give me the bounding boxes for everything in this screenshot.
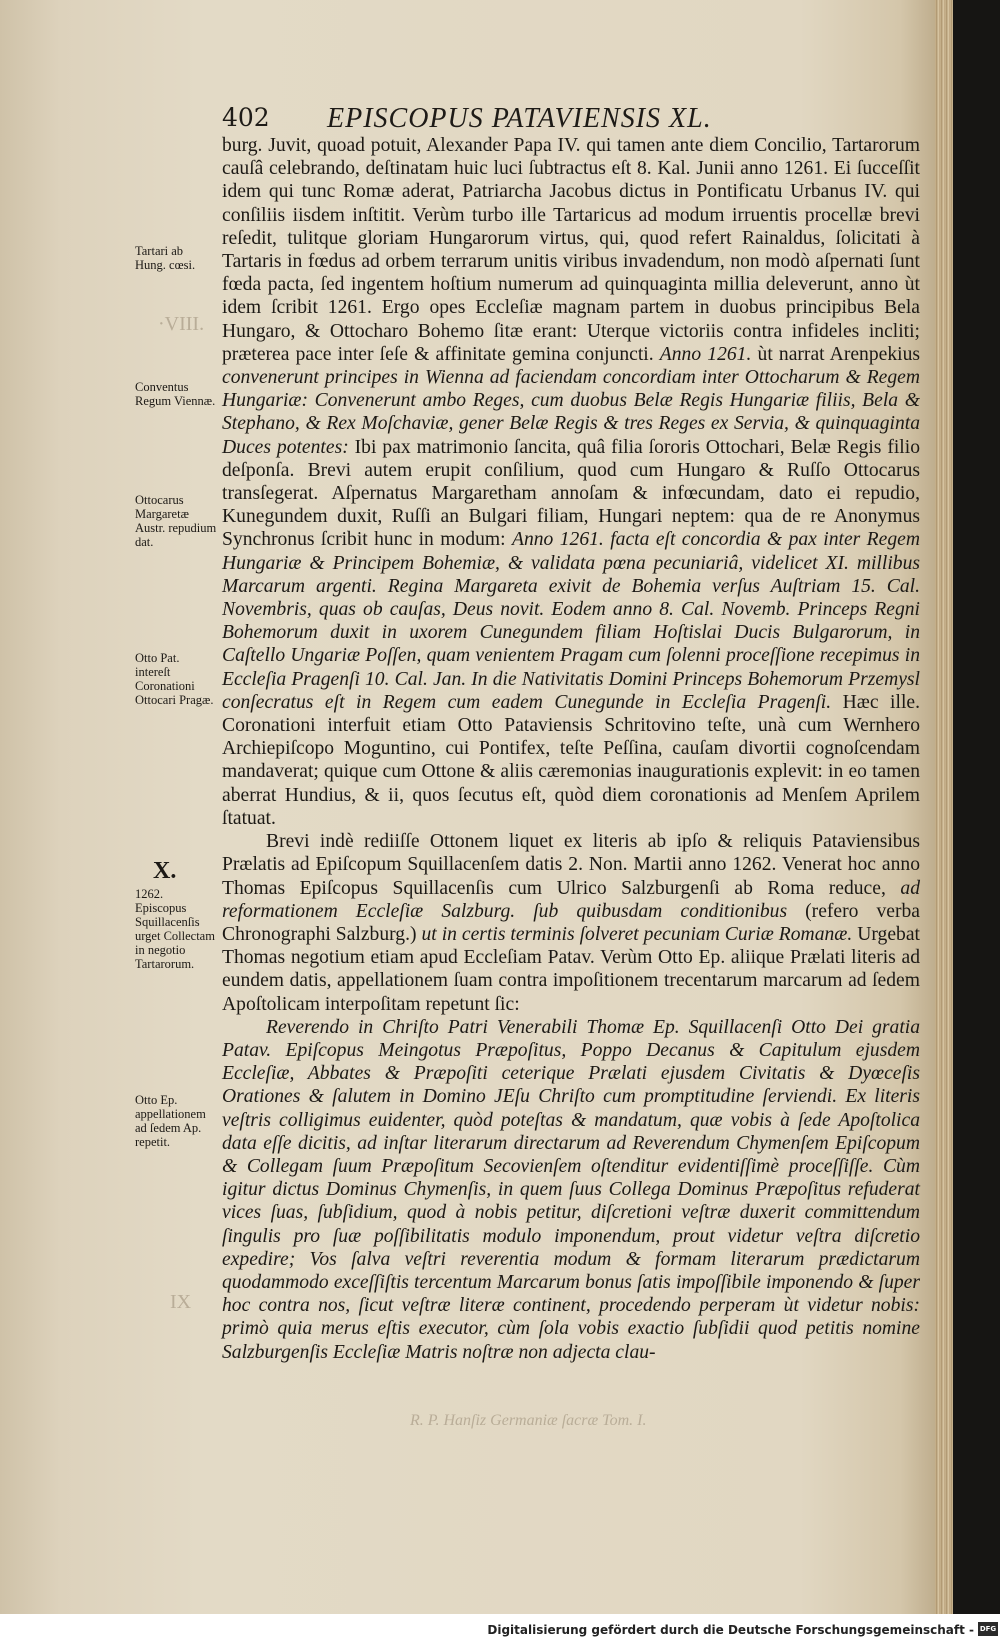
bleed-through-mark: R. P. Hanſiz Germaniæ ſacræ Tom. I. [410,1412,647,1429]
paragraph [222,134,920,830]
page-edges [935,0,953,1614]
text-run: Hæc ille. Coronationi interfuit etiam Otto Pataviensis Schritovino teſte, unà cum Wernhero Archiepiſcopo Moguntino, cui Pontifex, teſte Peſſina, cauſam divortii cognoſcendam mandaverat; quique cum Ottone & aliis cæremonias inaugurationis explevit: in eo tamen aberrat Hundius, & ii, quos ſecutus eſt, quòd diem coronationis ad Menſem Aprilem ſtatuat. [222,691,920,829]
margin-note-appellation: Otto Ep. appellationem ad ſedem Ap. repetit. [135,1093,206,1149]
margin-note-tartari: Tartari ab Hung. cœsi. [135,244,196,272]
section-number: X. [153,858,177,884]
text-run: Ibi pax matrimonio ſancita, quâ filia ſororis Ottochari, Belæ Regis filio deſponſa. Brevi autem erupit conſilium, quod cum Hungaro & Ruſſo Ottocarus transſegerat. Aſpernatus Margaretham annoſam & infœcundam, dato ei repudio, Kunegundem duxit, Ruſſi an Bulgari filiam, Hungari neptem: qua de re Anonymus Synchronus ſcribit hunc in modum: [222,436,920,551]
footer-note: Digitalisierung gefördert durch die Deutsche Forschungsgemeinschaft - [487,1623,974,1637]
italic-run: Reverendo in Chriſto Patri Venerabili Thomæ Ep. Squillacenſi Otto Dei gratia Patav. Epiſcopus Meingotus Præpoſitus, Poppo Decanus & Capitulum ejusdem Eccleſiæ, Abbates & Præpoſiti ceterique Prælati ejusdem Civitatis & Dyœceſis Orationes & ſalutem in Domino JEſu Chriſto cum promptitudine ſerviendi. Ex literis veſtris colligimus euidenter, quòd poteſtas & mandatum, quæ vobis à ſede Apoſtolica data eſſe dicitis, ad inſtar literarum directarum ad Reverendum Chymenſem Epiſcopum & Collegam ſuum Præpoſitum Secovienſem oſtenditur evidentiſſimè proceſſiſſe. Cùm igitur dictus Dominus Chymenſis, in quem ſuus Collega Dominus Præpoſitus refuderat vices ſuas, ſubſidium, quod à nobis petitur, diſcretioni veſtræ duxerit committendum ſingulis pro ſuæ poſſibilitatis modulo imponendum, prout videtur veſtra diſcretio expedire; Vos ſalva veſtri reverentia modum & formam literarum prædictarum quodammodo exceſſiſtis tercentum Marcarum bonus ſatis impoſſibile imponendo & ſuper hoc contra nos, ſicut veſtræ literæ continent, procedendo perperam ùt videtur nobis: primò quia merus eſtis executor, cùm ſola vobis exactio ſubſidii quod petitis nomine Salzburgenſis Eccleſiæ Matris noſtræ non adjecta clau- [222,1016,920,1363]
running-title: EPISCOPUS PATAVIENSIS XL. [327,103,712,134]
text-run: ùt narrat Arenpekius [757,343,920,365]
dfg-logo: DFG [978,1622,998,1636]
text-run: (refero verba Chronographi Salzburg.) [222,900,921,945]
italic-run: Anno 1261. facta eſt concordia & pax inter Regem Hungariæ & Principem Bohemiæ, & validata pœna pecuniariâ, videlicet XI. millibus Marcarum argenti. Regina Margareta exivit de Bohemia verſus Auſtriam 15. Cal. Novembris, quas ob cauſas, Deus novit. Eodem anno 8. Cal. Novemb. Princeps Regni Bohemorum duxit in uxorem Cunegundem filiam Hoſtislai Ducis Bulgarorum, in Caſtello Ungariæ Poſſen, quam venientem Pragam cum ſolenni proceſſione recepimus in Eccleſia Pragenſi 10. Cal. Jan. In die Nativitatis Domini Princeps Bohemorum Przemysl conſecratus eſt in Regem cum eadem Cunegunde in Eccleſia Pragenſi. [222,529,920,713]
margin-note-otto-coronation: Otto Pat. intereſt Coronationi Ottocari Pragæ. [135,651,214,707]
margin-note-ottocarus: Ottocarus Margaretæ Austr. repudium dat. [135,493,217,549]
italic-run: ut in certis terminis ſolveret pecuniam Curiæ Romanæ. [421,923,853,945]
bleed-through-mark: IX [170,1291,192,1313]
italic-run: Anno 1261. [659,343,752,365]
italic-run: ad reformationem Eccleſiæ Salzburg. ſub quibusdam conditionibus [222,877,920,922]
italic-run: convenerunt principes in Wienna ad faciendam concordiam inter Ottocharum & Regem Hungariæ: Convenerunt ambo Reges, cum duobus Belæ Regis Hungariæ filiis, Bela & Stephano, & Rex Moſchaviæ, gener Belæ Regis & tres Reges ex Servia, & quinquaginta Duces potentes: [222,367,920,458]
margin-note-1262: 1262. Episcopus Squillacenſis urget Collectam in negotio Tartarorum. [135,887,215,971]
letter-paragraph [222,1016,920,1364]
bleed-through-mark: ·VIII. [158,313,205,335]
scan-border [953,0,1000,1614]
main-text [222,134,920,1364]
paragraph [222,830,920,1016]
text-run: burg. Juvit, quoad potuit, Alexander Papa IV. qui tamen ante diem Concilio, Tartarorum cauſâ celebrando, deſtinatam huic luci ſubtractus eſt 8. Kal. Junii anno 1261. Ei ſucceſſit idem qui tunc Romæ aderat, Patriarcha Jacobus dictus in Pontificatu Urbanus IV. qui conſiliis iisdem inſtitit. Verùm turbo ille Tartaricus ad modum irruentis procellæ brevi reſedit, tulitque gloriam Hungarorum virtus, qui, quod refert Rainaldus, ſolicitati à Tartaris in fœdus ad orbem terrarum unitis viribus invadendum, non modò aſpernati ſunt fœda pacta, ſed ingentem hoſtium numerum ad quinquaginta millia deleverunt, anno ùt idem ſcribit 1261. Ergo opes Eccleſiæ magnam partem in duobus principibus Bela Hungaro, & Ottocharo Bohemo ſitæ erant: Uterque victoriis contra infideles incliti; præterea pace inter ſeſe & affinitate gemina conjuncti. [222,135,920,365]
text-run: Brevi indè rediiſſe Ottonem liquet ex literis ab ipſo & reliquis Pataviensibus Prælatis ad Epiſcopum Squillacenſem datis 2. Non. Martii anno 1262. Venerat hoc anno Thomas Epiſcopus Squillacenſis cum Ulrico Salzburgenſi ab Roma reduce, [222,831,920,899]
digitization-footer [0,1614,1000,1646]
margin-note-conventus: Conventus Regum Viennæ. [135,380,216,408]
page-number: 402 [222,103,270,132]
text-run: Urgebat Thomas negotium etiam apud Eccleſiam Patav. Verùm Otto Ep. aliique Prælati literis ad eundem datis, appellationem ſuam contra impoſitionem trecentarum marcarum ad ſedem Apoſtolicam interpoſitam repetunt ſic: [222,923,920,1015]
